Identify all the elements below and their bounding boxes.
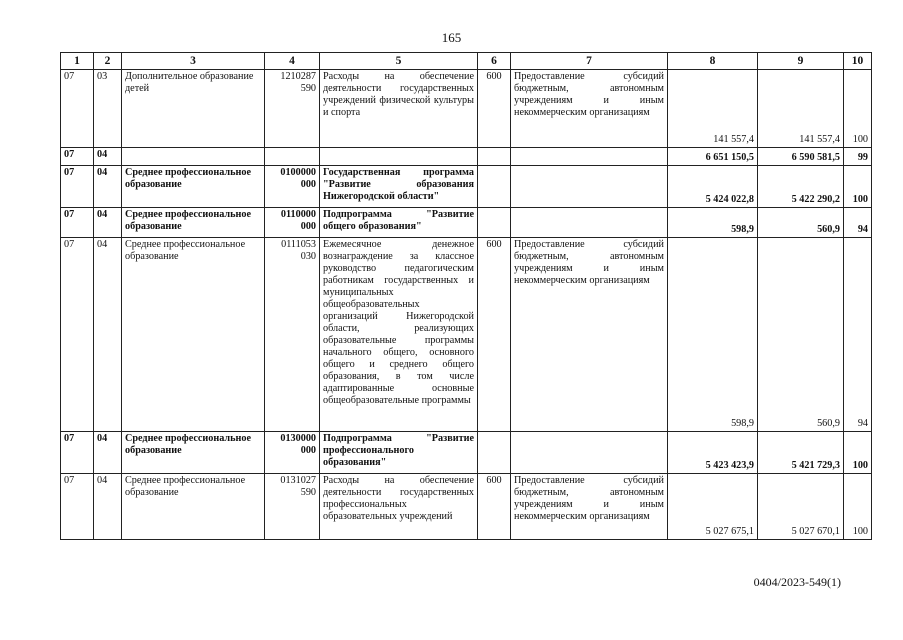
executed-amount-cell: 5 422 290,2	[758, 166, 844, 208]
target-article-code-cell: 0110000 000	[265, 208, 320, 238]
subsection-code-cell: 04	[94, 208, 122, 238]
column-header: 7	[511, 53, 668, 70]
expense-type-code-cell: 600	[478, 474, 511, 540]
table-row	[61, 70, 872, 148]
section-code-cell: 07	[61, 166, 94, 208]
table-header-row	[61, 53, 872, 70]
execution-percent-cell: 99	[844, 148, 872, 166]
expense-type-description-cell	[511, 148, 668, 166]
section-name-cell: Среднее профессиональное образование	[122, 238, 265, 432]
expense-type-code-cell	[478, 166, 511, 208]
column-header: 8	[668, 53, 758, 70]
section-code-cell: 07	[61, 208, 94, 238]
executed-amount-cell: 5 421 729,3	[758, 432, 844, 474]
table-row	[61, 166, 872, 208]
target-article-code-cell: 0111053 030	[265, 238, 320, 432]
section-code-cell: 07	[61, 432, 94, 474]
expense-type-code-cell	[478, 148, 511, 166]
subsection-code-cell: 04	[94, 148, 122, 166]
column-header: 2	[94, 53, 122, 70]
section-code-cell: 07	[61, 70, 94, 148]
expense-type-description-cell	[511, 208, 668, 238]
executed-amount-cell: 560,9	[758, 208, 844, 238]
section-name-cell	[122, 148, 265, 166]
article-description-cell: Подпрограмма "Развитие профессионального образования"	[320, 432, 478, 474]
executed-amount-cell: 6 590 581,5	[758, 148, 844, 166]
section-name-cell: Среднее профессиональное образование	[122, 208, 265, 238]
table-row	[61, 432, 872, 474]
section-name-cell: Дополнительное образование детей	[122, 70, 265, 148]
section-code-cell: 07	[61, 238, 94, 432]
approved-amount-cell: 598,9	[668, 238, 758, 432]
subsection-code-cell: 04	[94, 238, 122, 432]
execution-percent-cell: 100	[844, 474, 872, 540]
execution-percent-cell: 100	[844, 166, 872, 208]
table-row	[61, 474, 872, 540]
section-name-cell: Среднее профессиональное образование	[122, 432, 265, 474]
page-number: 165	[441, 30, 462, 45]
column-header: 6	[478, 53, 511, 70]
budget-table	[60, 52, 872, 540]
executed-amount-cell: 560,9	[758, 238, 844, 432]
article-description-cell: Ежемесячное денежное вознаграждение за классное руководство педагогическим работникам государственных и муниципальных общеобразовательных организаций Нижегородской области, реализующих образовательные программы начального общего, основного общего и среднего общего образования, в том числе адаптированные основные общеобразовательные программы	[320, 238, 478, 432]
article-description-cell: Подпрограмма "Развитие общего образования"	[320, 208, 478, 238]
executed-amount-cell: 141 557,4	[758, 70, 844, 148]
column-header: 1	[61, 53, 94, 70]
article-description-cell: Расходы на обеспечение деятельности государственных профессиональных образовательных учреждений	[320, 474, 478, 540]
subsection-code-cell: 04	[94, 474, 122, 540]
execution-percent-cell: 94	[844, 238, 872, 432]
expense-type-code-cell	[478, 432, 511, 474]
expense-type-code-cell: 600	[478, 70, 511, 148]
approved-amount-cell: 598,9	[668, 208, 758, 238]
expense-type-description-cell: Предоставление субсидий бюджетным, автономным учреждениям и иным некоммерческим организациям	[511, 70, 668, 148]
target-article-code-cell: 1210287 590	[265, 70, 320, 148]
subsection-code-cell: 03	[94, 70, 122, 148]
target-article-code-cell	[265, 148, 320, 166]
execution-percent-cell: 100	[844, 432, 872, 474]
approved-amount-cell: 5 027 675,1	[668, 474, 758, 540]
article-description-cell: Расходы на обеспечение деятельности государственных учреждений физической культуры и спорта	[320, 70, 478, 148]
target-article-code-cell: 0100000 000	[265, 166, 320, 208]
article-description-cell	[320, 148, 478, 166]
subsection-code-cell: 04	[94, 166, 122, 208]
article-description-cell: Государственная программа "Развитие образования Нижегородской области"	[320, 166, 478, 208]
executed-amount-cell: 5 027 670,1	[758, 474, 844, 540]
approved-amount-cell: 5 423 423,9	[668, 432, 758, 474]
column-header: 4	[265, 53, 320, 70]
section-code-cell: 07	[61, 148, 94, 166]
table-row	[61, 208, 872, 238]
section-code-cell: 07	[61, 474, 94, 540]
column-header: 9	[758, 53, 844, 70]
approved-amount-cell: 6 651 150,5	[668, 148, 758, 166]
column-header: 5	[320, 53, 478, 70]
table-row	[61, 148, 872, 166]
column-header: 10	[844, 53, 872, 70]
approved-amount-cell: 5 424 022,8	[668, 166, 758, 208]
document-code: 0404/2023-549(1)	[753, 575, 841, 589]
expense-type-description-cell	[511, 432, 668, 474]
execution-percent-cell: 94	[844, 208, 872, 238]
expense-type-description-cell: Предоставление субсидий бюджетным, автономным учреждениям и иным некоммерческим организациям	[511, 238, 668, 432]
approved-amount-cell: 141 557,4	[668, 70, 758, 148]
section-name-cell: Среднее профессиональное образование	[122, 474, 265, 540]
expense-type-description-cell	[511, 166, 668, 208]
expense-type-code-cell: 600	[478, 238, 511, 432]
column-header: 3	[122, 53, 265, 70]
subsection-code-cell: 04	[94, 432, 122, 474]
target-article-code-cell: 0130000 000	[265, 432, 320, 474]
section-name-cell: Среднее профессиональное образование	[122, 166, 265, 208]
target-article-code-cell: 0131027 590	[265, 474, 320, 540]
expense-type-code-cell	[478, 208, 511, 238]
table-row	[61, 238, 872, 432]
execution-percent-cell: 100	[844, 70, 872, 148]
expense-type-description-cell: Предоставление субсидий бюджетным, автономным учреждениям и иным некоммерческим организациям	[511, 474, 668, 540]
